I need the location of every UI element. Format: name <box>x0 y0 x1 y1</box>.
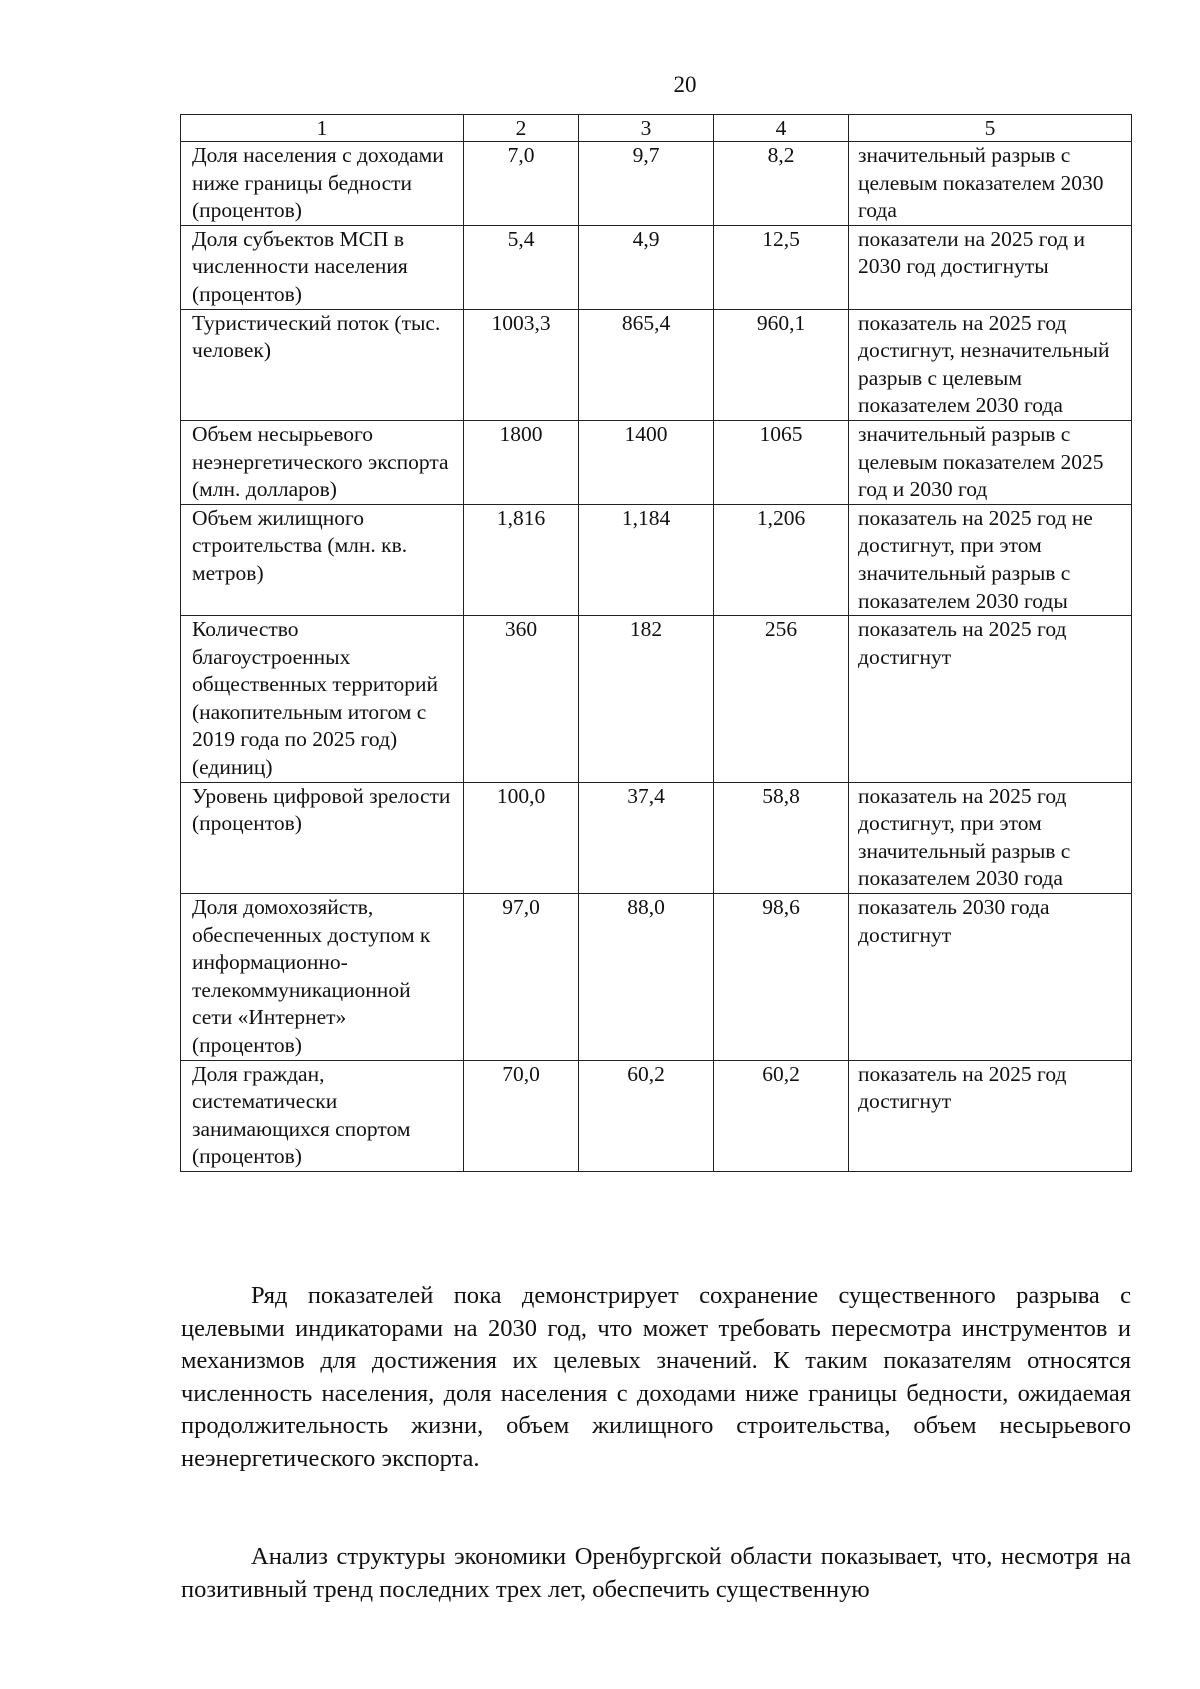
value-col-4: 960,1 <box>714 309 849 420</box>
indicator-name: Доля граждан, систематически занимающихся спортом (процентов) <box>181 1060 464 1171</box>
indicator-name: Объем жилищного строительства (млн. кв. метров) <box>181 504 464 615</box>
indicator-name: Доля субъектов МСП в численности населения (процентов) <box>181 225 464 309</box>
indicator-name: Уровень цифровой зрелости (процентов) <box>181 782 464 893</box>
indicator-comment: показатели на 2025 год и 2030 год достигнуты <box>849 225 1132 309</box>
table-row <box>181 1060 1132 1171</box>
value-col-4: 256 <box>714 616 849 783</box>
column-header: 1 <box>181 115 464 142</box>
column-header: 4 <box>714 115 849 142</box>
indicator-name: Доля домохозяйств, обеспеченных доступом к информационно-телекоммуникационной сети «Интернет» (процентов) <box>181 894 464 1061</box>
table-row <box>181 225 1132 309</box>
value-col-2: 1003,3 <box>464 309 579 420</box>
table-row <box>181 504 1132 615</box>
indicator-comment: значительный разрыв с целевым показателем 2025 год и 2030 год <box>849 420 1132 504</box>
value-col-3: 9,7 <box>579 142 714 226</box>
indicator-comment: показатель на 2025 год достигнут, незначительный разрыв с целевым показателем 2030 года <box>849 309 1132 420</box>
value-col-3: 4,9 <box>579 225 714 309</box>
value-col-4: 12,5 <box>714 225 849 309</box>
value-col-2: 1,816 <box>464 504 579 615</box>
column-header: 2 <box>464 115 579 142</box>
indicator-comment: показатель на 2025 год достигнут <box>849 616 1132 783</box>
table-row <box>181 616 1132 783</box>
value-col-3: 88,0 <box>579 894 714 1061</box>
value-col-4: 8,2 <box>714 142 849 226</box>
indicator-comment: значительный разрыв с целевым показателем 2030 года <box>849 142 1132 226</box>
value-col-3: 1400 <box>579 420 714 504</box>
value-col-2: 100,0 <box>464 782 579 893</box>
indicator-comment: показатель на 2025 год достигнут, при этом значительный разрыв с показателем 2030 года <box>849 782 1132 893</box>
column-header: 3 <box>579 115 714 142</box>
value-col-4: 1065 <box>714 420 849 504</box>
table-row <box>181 782 1132 893</box>
indicator-comment: показатель 2030 года достигнут <box>849 894 1132 1061</box>
value-col-2: 360 <box>464 616 579 783</box>
table-row <box>181 309 1132 420</box>
indicator-name: Туристический поток (тыс. человек) <box>181 309 464 420</box>
indicator-comment: показатель на 2025 год достигнут <box>849 1060 1132 1171</box>
body-paragraph: Ряд показателей пока демонстрирует сохранение существенного разрыва с целевыми индикаторами на 2030 год, что может требовать пересмотра инструментов и механизмов для достижения их целевых значений. К таким показателям относятся численность населения, доля населения с доходами ниже границы бедности, ожидаемая продолжительность жизни, объем жилищного строительства, объем несырьевого неэнергетического экспорта. <box>181 1282 1131 1472</box>
indicator-name: Доля населения с доходами ниже границы бедности (процентов) <box>181 142 464 226</box>
value-col-3: 182 <box>579 616 714 783</box>
indicators-table <box>180 114 1132 1172</box>
value-col-4: 1,206 <box>714 504 849 615</box>
value-col-4: 58,8 <box>714 782 849 893</box>
table-header-row <box>181 115 1132 142</box>
table-row <box>181 420 1132 504</box>
value-col-4: 98,6 <box>714 894 849 1061</box>
value-col-2: 1800 <box>464 420 579 504</box>
body-paragraph: Анализ структуры экономики Оренбургской области показывает, что, несмотря на позитивный тренд последних трех лет, обеспечить существенную <box>181 1543 1131 1603</box>
value-col-2: 7,0 <box>464 142 579 226</box>
table-row <box>181 142 1132 226</box>
indicator-name: Количество благоустроенных общественных территорий (накопительным итогом с 2019 года по 2025 год) (единиц) <box>181 616 464 783</box>
table-row <box>181 894 1132 1061</box>
value-col-4: 60,2 <box>714 1060 849 1171</box>
value-col-3: 60,2 <box>579 1060 714 1171</box>
value-col-3: 865,4 <box>579 309 714 420</box>
indicator-comment: показатель на 2025 год не достигнут, при этом значительный разрыв с показателем 2030 годы <box>849 504 1132 615</box>
value-col-3: 1,184 <box>579 504 714 615</box>
value-col-2: 70,0 <box>464 1060 579 1171</box>
page-number: 20 <box>673 72 697 97</box>
value-col-2: 5,4 <box>464 225 579 309</box>
column-header: 5 <box>849 115 1132 142</box>
value-col-3: 37,4 <box>579 782 714 893</box>
indicator-name: Объем несырьевого неэнергетического экспорта (млн. долларов) <box>181 420 464 504</box>
value-col-2: 97,0 <box>464 894 579 1061</box>
